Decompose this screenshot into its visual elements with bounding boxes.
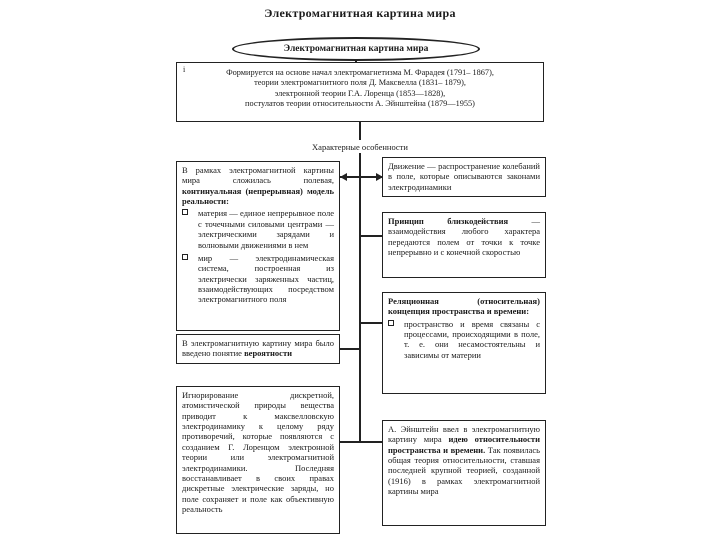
page-title: Электромагнитная картина мира bbox=[264, 6, 456, 20]
bullet-square-icon bbox=[388, 320, 394, 326]
origins-box bbox=[176, 62, 544, 122]
origins-line: теории электромагнитного поля Д. Максвелла (1831– 1879), bbox=[254, 78, 466, 88]
spine-line bbox=[359, 153, 361, 443]
origins-line: постулатов теории относительности А. Эйнштейна (1879—1955) bbox=[245, 99, 475, 109]
oval-label: Электромагнитная картина мира bbox=[283, 44, 429, 54]
continual-model-box bbox=[176, 161, 340, 331]
list-item bbox=[182, 208, 334, 249]
short-range-box bbox=[382, 212, 546, 278]
connector-line bbox=[340, 441, 360, 443]
discreteness-text: Игнорирование дискретной, атомистической природы вещества приводит к максвелловскую электродинамику к целому ряду противоречий, которые появляются с созданием Г. Лоренцом электронной теории или электромагнитной электродинамики. Последняя восстанавливает в своих правах дискретные электрические заряды, но поле сохраняет и поле как объективную реальность bbox=[182, 390, 334, 514]
arrow-right-icon bbox=[376, 173, 383, 181]
relativity-box bbox=[382, 420, 546, 526]
list-item-text: мир — электродинамическая система, построенная из электрически заряженных частиц, взаимодействующих посредством электромагнитного поля bbox=[198, 252, 334, 305]
list-item bbox=[388, 319, 540, 360]
discreteness-box bbox=[176, 386, 340, 534]
list-item-text: пространство и время связаны с процессами, происходящими в поле, т. е. они несамостоятельны и зависимы от материи bbox=[404, 318, 540, 360]
relational-box bbox=[382, 292, 546, 394]
connector-line bbox=[360, 441, 382, 443]
probability-box bbox=[176, 334, 340, 364]
short-range-bold: Принцип близкодействия bbox=[388, 216, 509, 226]
relativity-text: А. Эйнштейн ввел в электромагнитную картину мира bbox=[388, 424, 540, 445]
list-item bbox=[182, 253, 334, 305]
relativity-text-2: Так появилась общая теория относительности, ставшая последней крупной теорией, созданной (1916) в рамках электромагнитной картины мира bbox=[388, 444, 540, 497]
origins-marker: i bbox=[183, 65, 186, 74]
features-label: Характерные особенности bbox=[312, 142, 408, 152]
bullet-square-icon bbox=[182, 254, 188, 260]
arrow-left-icon bbox=[340, 173, 347, 181]
bullet-square-icon bbox=[182, 209, 188, 215]
main-oval bbox=[232, 37, 480, 61]
list-item-text: материя — единое непрерывное поле с точечными силовыми центрами — электрическими зарядами и волновыми движениями в нем bbox=[198, 208, 334, 250]
connector-line bbox=[360, 322, 382, 324]
connector-line bbox=[360, 235, 382, 237]
continual-intro: В рамках электромагнитной картины мира сложилась полевая, bbox=[182, 165, 334, 186]
relativity-bold: идею относительности пространства и времени. bbox=[388, 434, 540, 455]
probability-text: В электромагнитную картину мира было введено понятие bbox=[182, 338, 334, 359]
motion-text: Движение — распространение колебаний в поле, которые описываются законами электродинамики bbox=[388, 161, 540, 192]
origins-line: Формируется на основе начал электромагнетизма М. Фарадея (1791– 1867), bbox=[226, 68, 494, 77]
short-range-text: — взаимодействия любого характера передаются полем от точки к точке непрерывно и с конечной скоростью bbox=[388, 216, 540, 258]
spine-top-line bbox=[359, 122, 361, 140]
motion-box bbox=[382, 157, 546, 197]
connector-line bbox=[340, 348, 360, 350]
continual-intro-bold: континуальная (непрерывная) модель реальности: bbox=[182, 185, 334, 207]
origins-line: электронной теории Г.А. Лоренца (1853—1828), bbox=[274, 88, 446, 98]
relational-bold: Реляционная (относительная) концепция пространства и времени: bbox=[388, 296, 540, 317]
probability-bold: вероятности bbox=[244, 348, 293, 359]
